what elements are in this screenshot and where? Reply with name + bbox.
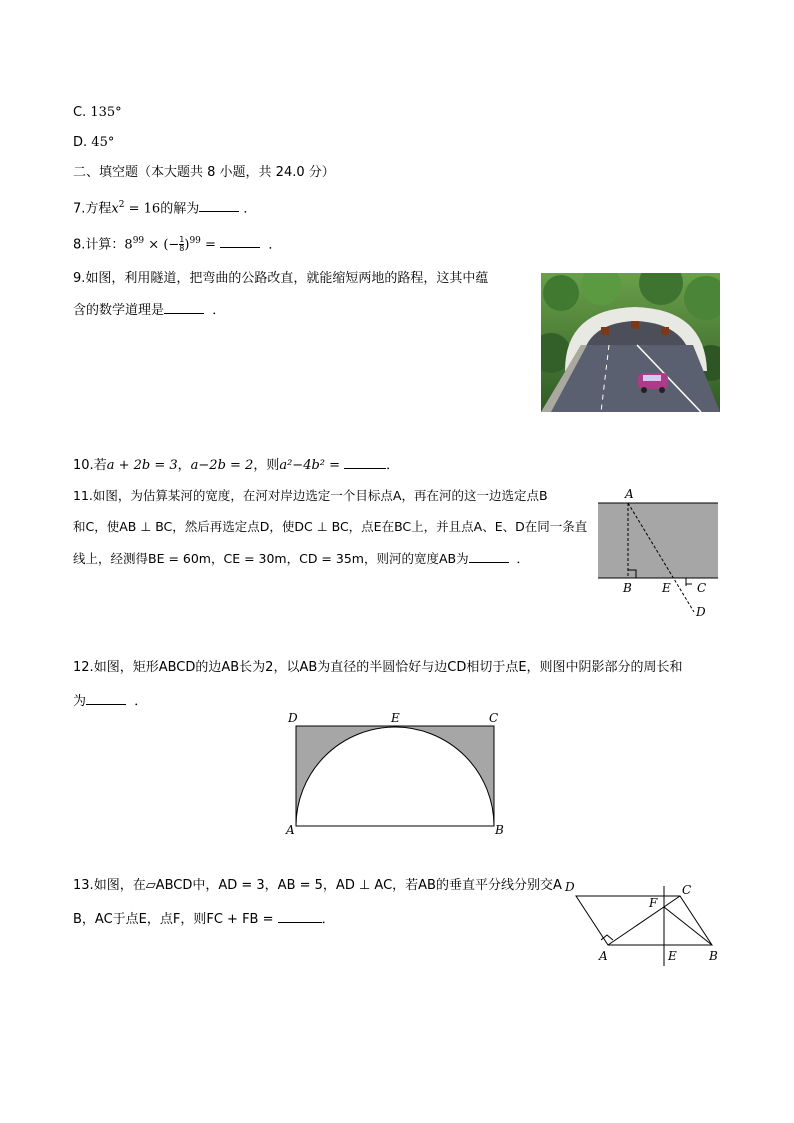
label-a: A: [599, 949, 608, 963]
question-12-line2: 为 ．: [73, 691, 147, 711]
label-c: C: [697, 581, 707, 595]
semicircle-figure: [284, 708, 510, 838]
river-figure: [594, 486, 724, 620]
answer-blank[interactable]: [220, 234, 260, 248]
label-d: D: [288, 711, 298, 725]
option-c: C. 135°: [73, 105, 122, 120]
label-b: B: [709, 949, 718, 963]
answer-blank[interactable]: [278, 909, 322, 923]
answer-blank[interactable]: [86, 691, 126, 705]
question-11-line1: 11.如图，为估算某河的宽度，在河对岸边选定一个目标点A，再在河的这一边选定点B: [73, 488, 548, 503]
parallelogram-figure: [560, 876, 726, 966]
answer-blank[interactable]: [199, 198, 239, 212]
label-a: A: [286, 823, 295, 837]
question-10: 10.若a + 2b = 3，a−2b = 2，则a²−4b² = ．: [73, 455, 399, 475]
question-9-line1: 9.如图，利用隧道，把弯曲的公路改直，就能缩短两地的路程，这其中蕴: [73, 271, 489, 286]
label-a: A: [625, 487, 634, 501]
tunnel-illustration: [541, 273, 720, 412]
answer-blank[interactable]: [164, 300, 204, 314]
fraction: $\frac{1}{8}$: [179, 235, 185, 254]
question-13-line1: 13.如图，在▱ABCD中，AD = 3，AB = 5，AD ⊥ AC，若AB的垂直平分线分别交A: [73, 878, 562, 893]
section-title: 二、填空题（本大题共 8 小题，共 24.0 分）: [73, 165, 335, 180]
question-13-line2: B，AC于点E，点F，则FC + FB = ．: [73, 909, 335, 929]
label-d: D: [565, 880, 575, 894]
label-c: C: [682, 883, 692, 897]
question-11-line3: 线上，经测得BE = 60m，CE = 30m，CD = 35m，则河的宽度AB为 ．: [73, 551, 530, 566]
label-e: E: [668, 949, 677, 963]
label-e: E: [391, 711, 400, 725]
question-7: 7.方程$x^2 = 16$的解为 ．: [73, 200, 257, 217]
label-e: E: [662, 581, 671, 595]
question-11-line2: 和C，使AB ⊥ BC，然后再选定点D，使DC ⊥ BC，点E在BC上，并且点A、E、D在同一条直: [73, 519, 588, 534]
question-9-line2: 含的数学道理是 ．: [73, 300, 225, 320]
question-12-line1: 12.如图，矩形ABCD的边AB长为2，以AB为直径的半圆恰好与边CD相切于点E，则图中阴影部分的周长和: [73, 660, 683, 675]
label-b: B: [623, 581, 632, 595]
answer-blank[interactable]: [344, 455, 386, 469]
option-d: D. 45°: [73, 135, 115, 150]
answer-blank[interactable]: [469, 549, 509, 563]
label-b: B: [495, 823, 504, 837]
label-d: D: [696, 605, 706, 619]
label-f: F: [649, 896, 658, 910]
question-8: 8.计算：$8^{99}$ × (− $\frac{1}{8}$ )$^{99}$ = ．: [73, 235, 282, 254]
label-c: C: [489, 711, 499, 725]
